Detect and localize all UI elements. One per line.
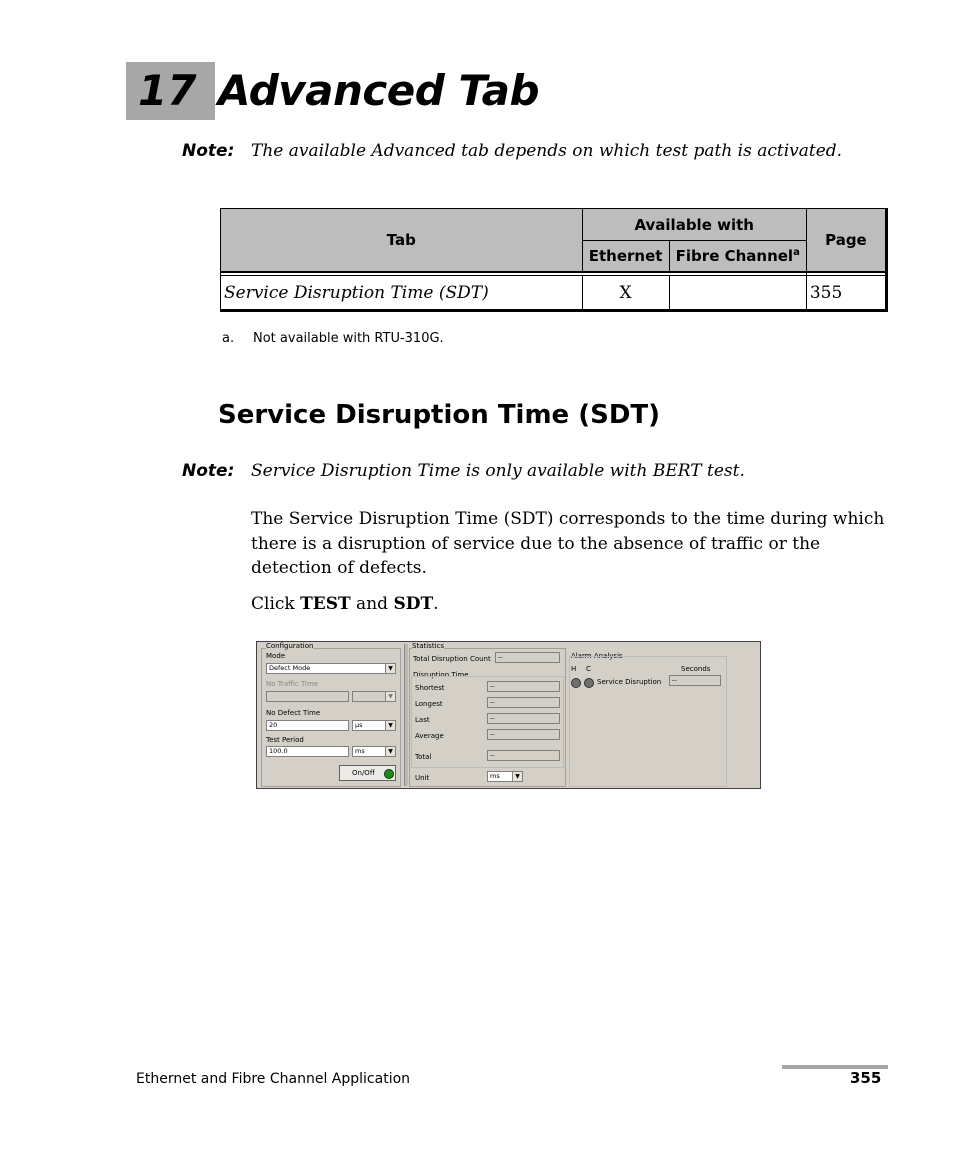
chevron-down-icon[interactable]: ▼ [385, 721, 395, 730]
no-traffic-unit-select[interactable] [352, 691, 396, 702]
average-field: -- [487, 729, 560, 740]
shortest-label: Shortest [415, 684, 445, 692]
chevron-down-icon[interactable]: ▼ [385, 664, 395, 673]
click-prefix: Click [251, 594, 301, 614]
shortest-field: -- [487, 681, 560, 692]
service-disruption-seconds: -- [669, 675, 721, 686]
chevron-down-icon[interactable]: ▼ [385, 692, 395, 701]
total-label: Total [415, 753, 432, 761]
no-traffic-input[interactable] [266, 691, 349, 702]
footnote [222, 331, 444, 346]
section-heading: Service Disruption Time (SDT) [218, 400, 661, 430]
total-count-field: -- [495, 652, 560, 663]
on-off-button[interactable] [339, 765, 396, 781]
longest-label: Longest [415, 700, 443, 708]
unit-value: ms [490, 772, 500, 780]
note-2 [182, 461, 745, 481]
chevron-down-icon[interactable]: ▼ [385, 747, 395, 756]
chapter-title: Advanced Tab [218, 66, 540, 115]
total-count-label: Total Disruption Count [413, 655, 491, 663]
no-defect-unit-select[interactable] [352, 720, 396, 731]
click-end: . [433, 594, 439, 614]
footnote-text: Not available with RTU-310G. [253, 331, 444, 346]
mode-select[interactable] [266, 663, 396, 674]
no-defect-label: No Defect Time [266, 709, 321, 717]
chapter-number: 17 [138, 66, 197, 115]
cell-fibre [669, 276, 806, 311]
cell-page: 355 [806, 276, 886, 311]
test-period-input[interactable]: 100.0 [266, 746, 349, 757]
alarm-analysis-title: Alarm Analysis [571, 652, 623, 660]
col-fibre-header [669, 241, 806, 273]
cell-tab: Service Disruption Time (SDT) [221, 276, 583, 311]
note-text: The available Advanced tab depends on which test path is activated. [251, 141, 843, 161]
disruption-time-label: Disruption Time [413, 671, 469, 679]
col-tab-header: Tab [221, 209, 583, 273]
col-ethernet-header: Ethernet [582, 241, 669, 273]
note-1 [182, 141, 843, 161]
click-sdt: SDT [393, 594, 434, 614]
no-traffic-label: No Traffic Time [266, 680, 319, 688]
test-period-unit-select[interactable] [352, 746, 396, 757]
footer-title: Ethernet and Fibre Channel Application [136, 1071, 411, 1087]
service-disruption-label: Service Disruption [597, 678, 662, 686]
alarm-c-label: C [586, 665, 591, 673]
note-text: Service Disruption Time is only available with BERT test. [251, 461, 745, 481]
unit-label: Unit [415, 774, 430, 782]
statistics-title: Statistics [412, 642, 444, 650]
last-label: Last [415, 716, 430, 724]
on-off-label: On/Off [352, 769, 375, 777]
configuration-title: Configuration [266, 642, 314, 650]
test-period-label: Test Period [266, 736, 304, 744]
seconds-label: Seconds [681, 665, 711, 673]
unit-select[interactable] [487, 771, 523, 782]
test-period-unit: ms [355, 747, 365, 755]
page-number: 355 [850, 1069, 882, 1087]
body-paragraph: The Service Disruption Time (SDT) corresponds to the time during which there is a disruption of service due to the absence of traffic or the detection of defects. [251, 509, 885, 578]
note-label: Note: [182, 461, 235, 481]
footnote-mark: a. [222, 331, 235, 346]
mode-value: Defect Mode [269, 664, 311, 672]
last-field: -- [487, 713, 560, 724]
table-row [221, 276, 887, 311]
col-fibre-label: Fibre Channel [675, 247, 794, 265]
col-page-header: Page [806, 209, 886, 273]
panel-divider [404, 644, 408, 786]
no-defect-input[interactable]: 20 [266, 720, 349, 731]
status-led-icon [384, 769, 394, 779]
note-label: Note: [182, 141, 235, 161]
longest-field: -- [487, 697, 560, 708]
sdt-screenshot-panel [256, 641, 761, 789]
col-available-with-header: Available with [582, 209, 806, 241]
click-instruction [251, 592, 439, 617]
current-led-icon [584, 678, 594, 688]
no-defect-unit: µs [355, 721, 363, 729]
chevron-down-icon[interactable]: ▼ [512, 772, 522, 781]
alarm-h-label: H [571, 665, 577, 673]
click-test: TEST [300, 594, 351, 614]
average-label: Average [415, 732, 444, 740]
cell-ethernet: X [582, 276, 669, 311]
history-led-icon [571, 678, 581, 688]
total-field: -- [487, 750, 560, 761]
click-and: and [350, 594, 394, 614]
footnote-ref: a [793, 247, 800, 258]
availability-table [220, 208, 888, 312]
mode-label: Mode [266, 652, 286, 660]
